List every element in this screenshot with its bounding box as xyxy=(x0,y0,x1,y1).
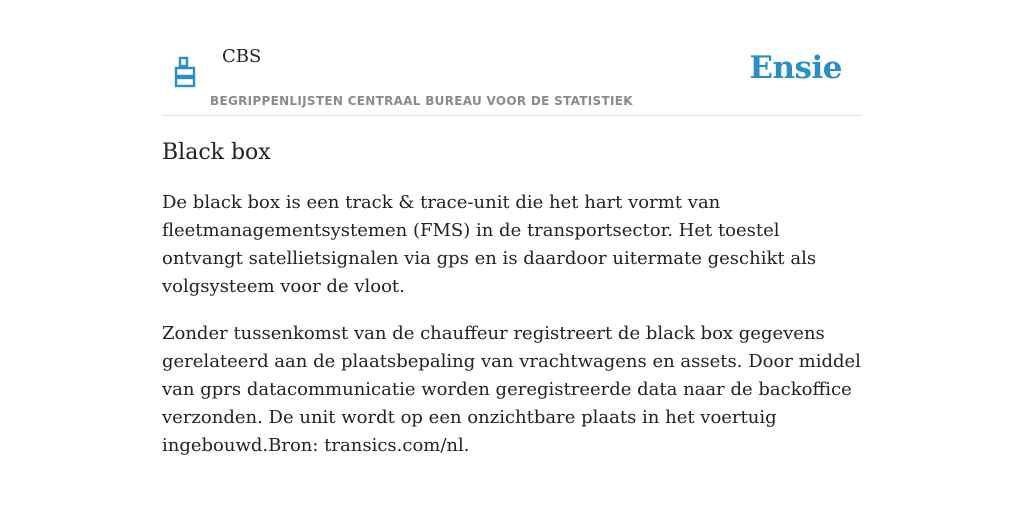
cbs-logo-icon[interactable] xyxy=(174,56,198,88)
term-title: Black box xyxy=(162,140,271,165)
definition-paragraph: Zonder tussenkomst van de chauffeur registreert de black box gegevens gerelateerd aan de plaatsbepaling van vrachtwagens en assets. Door middel van gprs datacommunicatie worden geregistreerde data naar de backoffice verzonden. De unit wordt op een onzichtbare plaats in het voertuig ingebouwd.Bron: transics.com/nl. xyxy=(162,323,861,456)
definition-paragraph: De black box is een track & trace-unit die het hart vormt van fleetmanagementsystemen (FMS) in de transportsector. Het toestel ontvangt satellietsignalen via gps en is daardoor uitermate geschikt als volgsysteem voor de vloot. xyxy=(162,192,817,297)
definition xyxy=(162,189,862,460)
page xyxy=(162,0,862,460)
ensie-brand-logo[interactable]: Ensie xyxy=(749,50,842,86)
org-name: CBS xyxy=(222,46,262,67)
dictionary-subtitle[interactable]: BEGRIPPENLIJSTEN CENTRAAL BUREAU VOOR DE STATISTIEK xyxy=(210,94,633,108)
header xyxy=(162,0,862,116)
